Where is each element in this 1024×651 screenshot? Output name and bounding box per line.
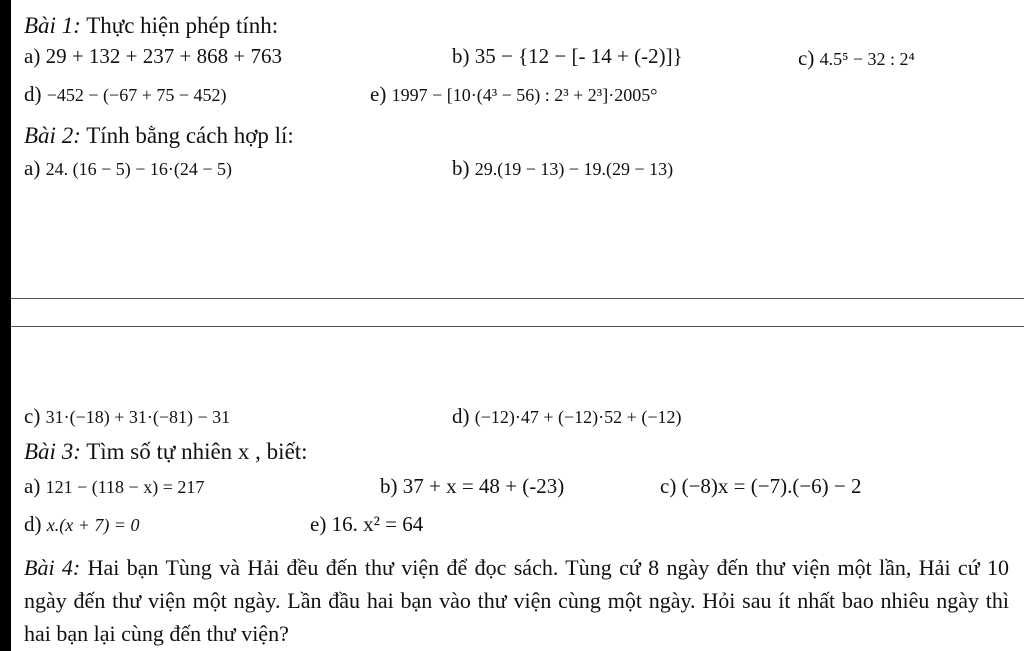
bai4-paragraph xyxy=(24,551,1009,650)
bai2-b-label: b) xyxy=(452,156,470,180)
bai1-title: Thực hiện phép tính: xyxy=(80,13,279,38)
bai2-c-expr: 31·(−18) + 31·(−81) − 31 xyxy=(45,407,231,427)
bai1-a xyxy=(24,46,282,67)
bai2-b-expr: 29.(19 − 13) − 19.(29 − 13) xyxy=(474,159,674,179)
bai1-c-label: c) xyxy=(798,46,815,70)
bai1-a-label: a) xyxy=(24,44,41,68)
bai3-a xyxy=(24,476,204,497)
bai1-a-expr: 29 + 132 + 237 + 868 + 763 xyxy=(45,44,282,68)
bai3-d xyxy=(24,514,140,535)
bai3-label: Bài 3: xyxy=(24,439,81,464)
bai4-text: Hai bạn Tùng và Hải đều đến thư viện để đọc sách. Tùng cứ 8 ngày đến thư viện một lần, Hải cứ 10 ngày đến thư viện một ngày. Lần đầu hai bạn vào thư viện cùng một ngày. Hỏi sau ít nhất bao nhiêu ngày thì hai bạn lại cùng đến thư viện? xyxy=(24,555,1009,646)
bai2-d-expr: (−12)·47 + (−12)·52 + (−12) xyxy=(474,407,682,427)
bai1-e xyxy=(370,84,657,105)
page-divider-top xyxy=(11,298,1024,299)
bai3-a-expr: 121 − (118 − x) = 217 xyxy=(45,477,205,497)
bai3-e-label: e) xyxy=(310,512,327,536)
bai3-b-expr: 37 + x = 48 + (-23) xyxy=(402,474,565,498)
bai1-heading xyxy=(24,14,278,37)
bai2-c-label: c) xyxy=(24,404,41,428)
bai3-c-expr: (−8)x = (−7).(−6) − 2 xyxy=(681,474,862,498)
bai2-label: Bài 2: xyxy=(24,123,81,148)
bai1-b-expr: 35 − {12 − [- 14 + (-2)]} xyxy=(474,44,683,68)
bai1-b-label: b) xyxy=(452,44,470,68)
bai2-title: Tính bằng cách hợp lí: xyxy=(80,123,294,148)
bai3-heading xyxy=(24,440,308,463)
bai1-c xyxy=(798,48,915,69)
bai3-b xyxy=(380,476,564,497)
bai1-e-label: e) xyxy=(370,82,387,106)
bai2-d-label: d) xyxy=(452,404,470,428)
bai1-label: Bài 1: xyxy=(24,13,81,38)
bai3-b-label: b) xyxy=(380,474,398,498)
bai2-d xyxy=(452,406,681,427)
bai4-label: Bài 4: xyxy=(24,555,81,580)
bai3-e xyxy=(310,514,423,535)
page-divider-bottom xyxy=(11,326,1024,327)
bai1-d-label: d) xyxy=(24,82,42,106)
bai3-e-expr: 16. x² = 64 xyxy=(331,512,424,536)
bai2-a xyxy=(24,158,232,179)
bai3-c-label: c) xyxy=(660,474,677,498)
bai1-b xyxy=(452,46,683,67)
bai3-d-label: d) xyxy=(24,512,42,536)
bai2-heading xyxy=(24,124,294,147)
bai1-c-expr: 4.5⁵ − 32 : 2⁴ xyxy=(819,49,915,69)
bai1-d-expr: −452 − (−67 + 75 − 452) xyxy=(46,85,227,105)
bai2-a-label: a) xyxy=(24,156,41,180)
bai2-a-expr: 24. (16 − 5) − 16·(24 − 5) xyxy=(45,159,233,179)
bai3-c xyxy=(660,476,862,497)
bai1-e-expr: 1997 − [10·(4³ − 56) : 2³ + 2³]·2005° xyxy=(391,85,658,105)
bai2-b xyxy=(452,158,673,179)
bai1-d xyxy=(24,84,227,105)
bai3-title: Tìm số tự nhiên x , biết: xyxy=(80,439,308,464)
bai3-d-expr: x.(x + 7) = 0 xyxy=(46,515,140,535)
bai2-c xyxy=(24,406,230,427)
bai3-a-label: a) xyxy=(24,474,41,498)
left-edge-bar xyxy=(0,0,11,651)
